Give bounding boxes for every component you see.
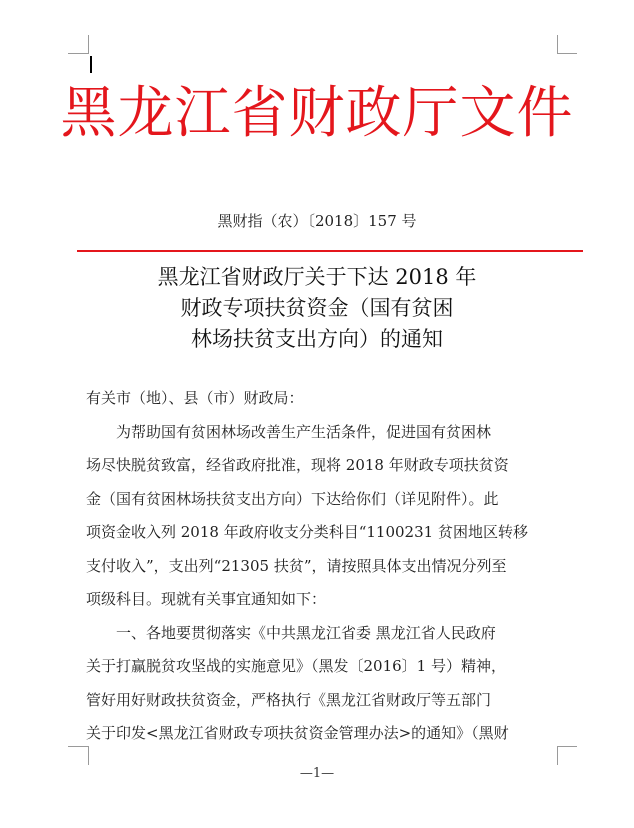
crop-mark-top-right bbox=[557, 53, 577, 54]
crop-mark-top-left bbox=[68, 53, 88, 54]
crop-mark-top-left bbox=[88, 35, 89, 54]
document-number: 黑财指（农）〔2018〕157 号 bbox=[217, 212, 417, 230]
red-divider-line bbox=[77, 250, 583, 252]
crop-mark-bottom-left bbox=[68, 746, 88, 747]
page-number: —1— bbox=[299, 766, 335, 781]
body-line: 为帮助国有贫困林场改善生产生活条件，促进国有贫困林 bbox=[116, 422, 492, 441]
document-body bbox=[86, 382, 564, 751]
body-line: 项级科目。现就有关事宜通知如下： bbox=[86, 590, 327, 608]
body-line: 关于打赢脱贫攻坚战的实施意见》（黑发〔2016〕1 号）精神， bbox=[86, 657, 506, 675]
body-line: 支付收入”，支出列“21305 扶贫”，请按照具体支出情况分列至 bbox=[86, 556, 507, 575]
body-line: 金（国有贫困林场扶贫支出方向）下达给你们（详见附件）。此 bbox=[86, 489, 499, 508]
title-line: 林场扶贫支出方向）的通知 bbox=[191, 327, 443, 351]
title-line: 黑龙江省财政厅关于下达 2018 年 bbox=[157, 265, 477, 289]
crop-mark-top-right bbox=[557, 35, 558, 54]
body-line: 场尽快脱贫致富，经省政府批准，现将 2018 年财政专项扶贫资 bbox=[86, 456, 509, 474]
title-line: 财政专项扶贫资金（国有贫困 bbox=[180, 296, 454, 320]
body-line: 关于印发<黑龙江省财政专项扶贫资金管理办法>的通知》（黑财 bbox=[86, 724, 509, 742]
body-line: 一、各地要贯彻落实《中共黑龙江省委 黑龙江省人民政府 bbox=[116, 623, 496, 642]
text-cursor bbox=[90, 56, 92, 73]
document-header-title: 黑龙江省财政厅文件 bbox=[60, 81, 574, 146]
addressee: 有关市（地）、县（市）财政局： bbox=[86, 389, 304, 407]
body-line: 管好用好财政扶贫资金，严格执行《黑龙江省财政厅等五部门 bbox=[86, 690, 492, 709]
document-title bbox=[0, 262, 634, 355]
body-line: 项资金收入列 2018 年政府收支分类科目“1100231 贫困地区转移 bbox=[86, 523, 528, 541]
